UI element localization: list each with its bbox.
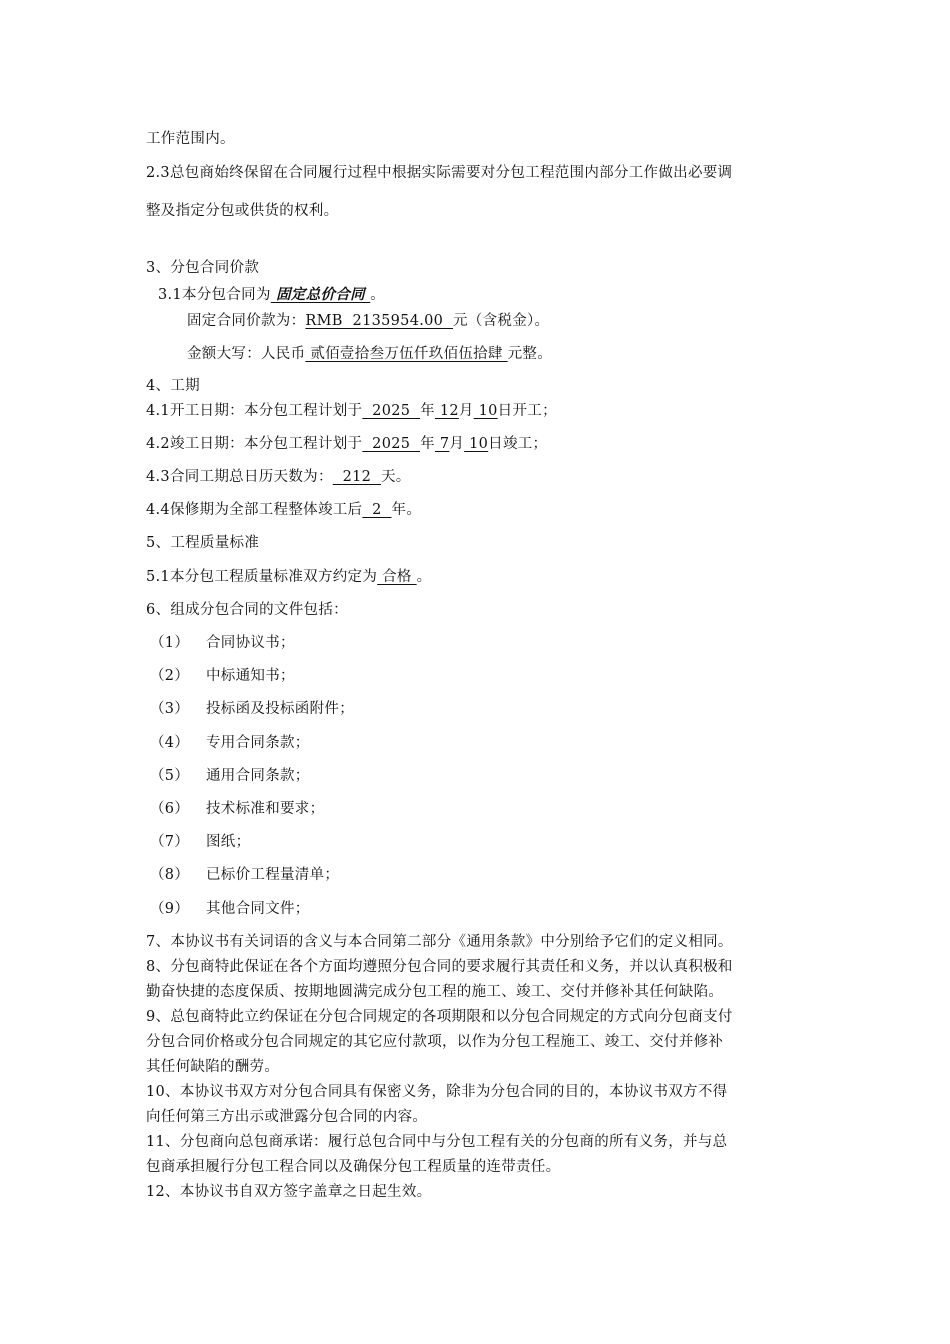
sec4-title: 4、工期 <box>146 378 200 394</box>
sec4-end-date <box>146 432 547 453</box>
list-item <box>150 631 295 652</box>
label: 4.1开工日期：本分包工程计划于 <box>146 403 363 419</box>
clause-10-line2: 向任何第三方出示或泄露分包合同的内容。 <box>146 1109 428 1125</box>
clause-7: 7、本协议书有关词语的含义与本合同第二部分《通用条款》中分别给予它们的定义相同。 <box>146 934 733 950</box>
label: 5.1本分包工程质量标准双方约定为 <box>146 569 378 585</box>
item-text: 投标函及投标函附件； <box>206 701 354 717</box>
start-day: 10 <box>473 403 498 419</box>
label: 4.4保修期为全部工程整体竣工后 <box>146 502 363 518</box>
item-number: （4） <box>150 735 190 751</box>
month-unit: 月 <box>458 403 474 419</box>
sec2-line0: 工作范围内。 <box>146 131 235 147</box>
year-unit: 年 <box>420 436 435 452</box>
clause-9-line2: 分包合同价格或分包合同规定的其它应付款项，以作为分包工程施工、竣工、交付并修补 <box>146 1034 724 1050</box>
month-unit: 月 <box>449 436 465 452</box>
sec4-total-days <box>146 465 411 486</box>
item-number: （6） <box>150 801 190 817</box>
warranty-value: 2 <box>362 502 392 518</box>
item-text: 通用合同条款； <box>206 768 310 784</box>
end-day: 10 <box>464 436 489 452</box>
clause-12: 12、本协议书自双方签字盖章之日起生效。 <box>146 1184 432 1200</box>
item-text: 专用合同条款； <box>206 735 310 751</box>
punct: 。 <box>416 569 432 585</box>
suffix: 元（含税金）。 <box>453 313 550 329</box>
list-item <box>150 830 250 851</box>
clause-8-line2: 勤奋快捷的态度保质、按期地圆满完成分包工程的施工、竣工、交付并修补其任何缺陷。 <box>146 984 724 1000</box>
total-days-value: 212 <box>332 469 381 485</box>
list-item <box>150 797 324 818</box>
sec5-quality <box>146 565 431 586</box>
label: 3.1本分包合同为 <box>158 287 271 303</box>
year-unit: 年 <box>420 403 435 419</box>
list-item <box>150 897 310 918</box>
label: 金额大写：人民币 <box>187 346 306 362</box>
day-unit: 日开工； <box>497 403 557 419</box>
item-number: （7） <box>150 834 190 850</box>
item-number: （5） <box>150 768 190 784</box>
quality-value: 合格 <box>377 569 417 585</box>
label: 4.2竣工日期：本分包工程计划于 <box>146 436 363 452</box>
sec4-warranty <box>146 498 421 519</box>
amount-words-value: 贰佰壹拾叁万伍仟玖佰伍拾肆 <box>305 346 508 362</box>
start-month: 12 <box>434 403 459 419</box>
list-item <box>150 863 339 884</box>
item-number: （1） <box>150 635 190 651</box>
punct: 。 <box>370 287 386 303</box>
sec3-contract-type <box>158 283 385 304</box>
item-text: 技术标准和要求； <box>206 801 325 817</box>
list-item <box>150 697 354 718</box>
suffix: 年。 <box>391 502 422 518</box>
start-year: 2025 <box>362 403 421 419</box>
item-number: （8） <box>150 867 190 883</box>
end-month: 7 <box>434 436 450 452</box>
price-value: RMB 2135954.00 <box>305 313 453 329</box>
sec4-start-date <box>146 399 557 420</box>
label: 固定合同价款为： <box>187 313 306 329</box>
list-item <box>150 731 310 752</box>
item-text: 已标价工程量清单； <box>206 867 340 883</box>
list-item <box>150 664 295 685</box>
item-text: 中标通知书； <box>206 668 295 684</box>
day-unit: 日竣工； <box>488 436 548 452</box>
item-number: （3） <box>150 701 190 717</box>
label: 4.3合同工期总日历天数为： <box>146 469 333 485</box>
item-text: 合同协议书； <box>206 635 295 651</box>
contract-type-value: 固定总价合同 <box>270 286 371 303</box>
clause-9-line3: 其任何缺陷的酬劳。 <box>146 1059 280 1075</box>
end-year: 2025 <box>362 436 421 452</box>
sec2-line2: 整及指定分包或供货的权利。 <box>146 203 339 219</box>
item-number: （2） <box>150 668 190 684</box>
clause-8-line1: 8、分包商特此保证在各个方面均遵照分包合同的要求履行其责任和义务，并以认真积极和 <box>146 959 733 975</box>
clause-11-line1: 11、分包商向总包商承诺：履行总包合同中与分包工程有关的分包商的所有义务，并与总 <box>146 1134 728 1150</box>
item-text: 图纸； <box>206 834 251 850</box>
item-number: （9） <box>150 901 190 917</box>
sec2-line1: 2.3总包商始终保留在合同履行过程中根据实际需要对分包工程范围内部分工作做出必要调 <box>146 165 733 181</box>
clause-10-line1: 10、本协议书双方对分包合同具有保密义务，除非为分包合同的目的，本协议书双方不得 <box>146 1084 728 1100</box>
item-text: 其他合同文件； <box>206 901 310 917</box>
sec3-amount-words <box>187 342 552 363</box>
suffix: 元整。 <box>507 346 553 362</box>
clause-9-line1: 9、总包商特此立约保证在分包合同规定的各项期限和以分包合同规定的方式向分包商支付 <box>146 1009 733 1025</box>
list-item <box>150 764 310 785</box>
sec5-title: 5、工程质量标准 <box>146 535 260 551</box>
suffix: 天。 <box>380 469 411 485</box>
sec6-title: 6、组成分包合同的文件包括： <box>146 602 348 618</box>
sec3-title: 3、分包合同价款 <box>146 260 260 276</box>
sec3-fixed-price <box>187 309 549 330</box>
clause-11-line2: 包商承担履行分包工程合同以及确保分包工程质量的连带责任。 <box>146 1159 561 1175</box>
